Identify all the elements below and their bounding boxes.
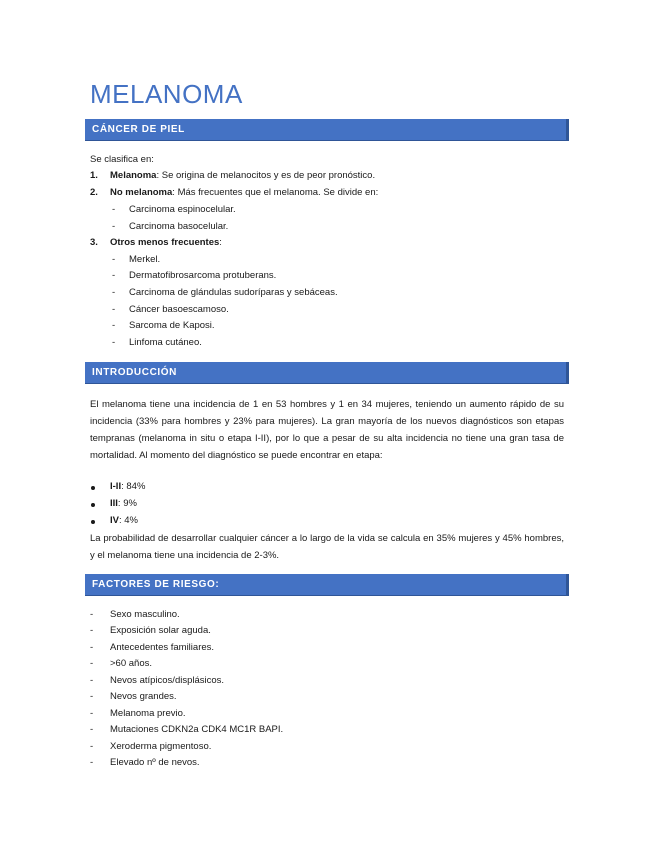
- intro-paragraph: El melanoma tiene una incidencia de 1 en 53 hombres y 1 en 34 mujeres, teniendo un aumento rápido de su incidencia (33% para hombres y 23% para mujeres). La gran mayoría de los nuevos diagnósticos son etapas tempranas (melanoma in situ o etapa I-II), por lo que a pesar de su alta incidencia no tiene una gran tasa de mortalidad. Al momento del diagnóstico se puede encontrar en etapa:: [90, 399, 564, 461]
- bullet-icon: [91, 486, 95, 490]
- bullet-icon: [91, 520, 95, 524]
- item-text: : Más frecuentes que el melanoma. Se divide en:: [172, 187, 379, 198]
- item-term: Melanoma: [110, 170, 157, 181]
- bullet-icon: [91, 503, 95, 507]
- section-header-cancer: [85, 119, 569, 141]
- section-header-label: CÁNCER DE PIEL: [92, 124, 185, 135]
- stage-item: I-II: 84%: [110, 481, 146, 492]
- item-term: Otros menos frecuentes: [110, 237, 220, 248]
- item-number: 1.: [90, 170, 98, 181]
- item-number: 3.: [90, 237, 98, 248]
- section-header-label: INTRODUCCIÓN: [92, 367, 177, 378]
- item-term: No melanoma: [110, 187, 173, 198]
- closing-paragraph: La probabilidad de desarrollar cualquier cáncer a lo largo de la vida se calcula en 35% mujeres y 45% hombres, y el melanoma tiene una incidencia de 2-3%.: [90, 533, 564, 561]
- section-header-intro: [85, 362, 569, 384]
- page-title: MELANOMA: [90, 79, 243, 109]
- section-header-label: FACTORES DE RIESGO:: [92, 579, 220, 590]
- classification-intro: Se clasifica en:: [90, 154, 154, 165]
- stage-item: III: 9%: [110, 498, 137, 509]
- item-text: : Se origina de melanocitos y es de peor pronóstico.: [156, 170, 376, 181]
- section-header-risk: [85, 574, 569, 596]
- item-number: 2.: [90, 187, 98, 198]
- stage-item: IV: 4%: [110, 515, 138, 526]
- document-page: MELANOMA CÁNCER DE PIEL Se clasifica en: 1. Melanoma: Se origina de melanocitos y es de peor pronóstico. 2. No melanoma: Más frecuentes que el melanoma. Se divide en: - Carcinoma espinocelular. - Carcinoma basocelular. 3. Otros menos frecuentes: - Merkel. - Dermatofibrosarcoma protuberans. - Carcinoma de glándulas sudoríparas y sebáceas. - Cáncer basoescamoso. - Sarcoma de Kaposi. - Linfoma cutáneo. INTRODUCCIÓN El melanoma tiene una incidencia de 1 en 53 hombres y 1 en 34 mujeres, teniendo un aumento rápido de su incidencia (33% para hombres y 23% para mujeres). La gran mayoría de los nuevos diagnósticos son etapas tempranas (melanoma in situ o etapa I-II), por lo que a pesar de su alta incidencia no tiene una gran tasa de mortalidad. Al momento del diagnóstico se puede encontrar en etapa: I-II: 84% III: 9% IV: 4% La probabilidad de desarrollar cualquier cáncer a lo largo de la vida se calcula en 35% mujeres y 45% hombres, y el melanoma tiene una incidencia de 2-3%. FACTORES DE RIESGO: - Sexo masculino. - Exposición solar aguda. - Antecedentes familiares. - >60 años. - Nevos atípicos/displásicos. - Nevos grandes. - Melanoma previo. - Mutaciones CDKN2a CDK4 MC1R BAPI. - Xeroderma pigmentoso. - Elevado nº de nevos.: [0, 0, 655, 848]
- item-text: :: [219, 237, 222, 248]
